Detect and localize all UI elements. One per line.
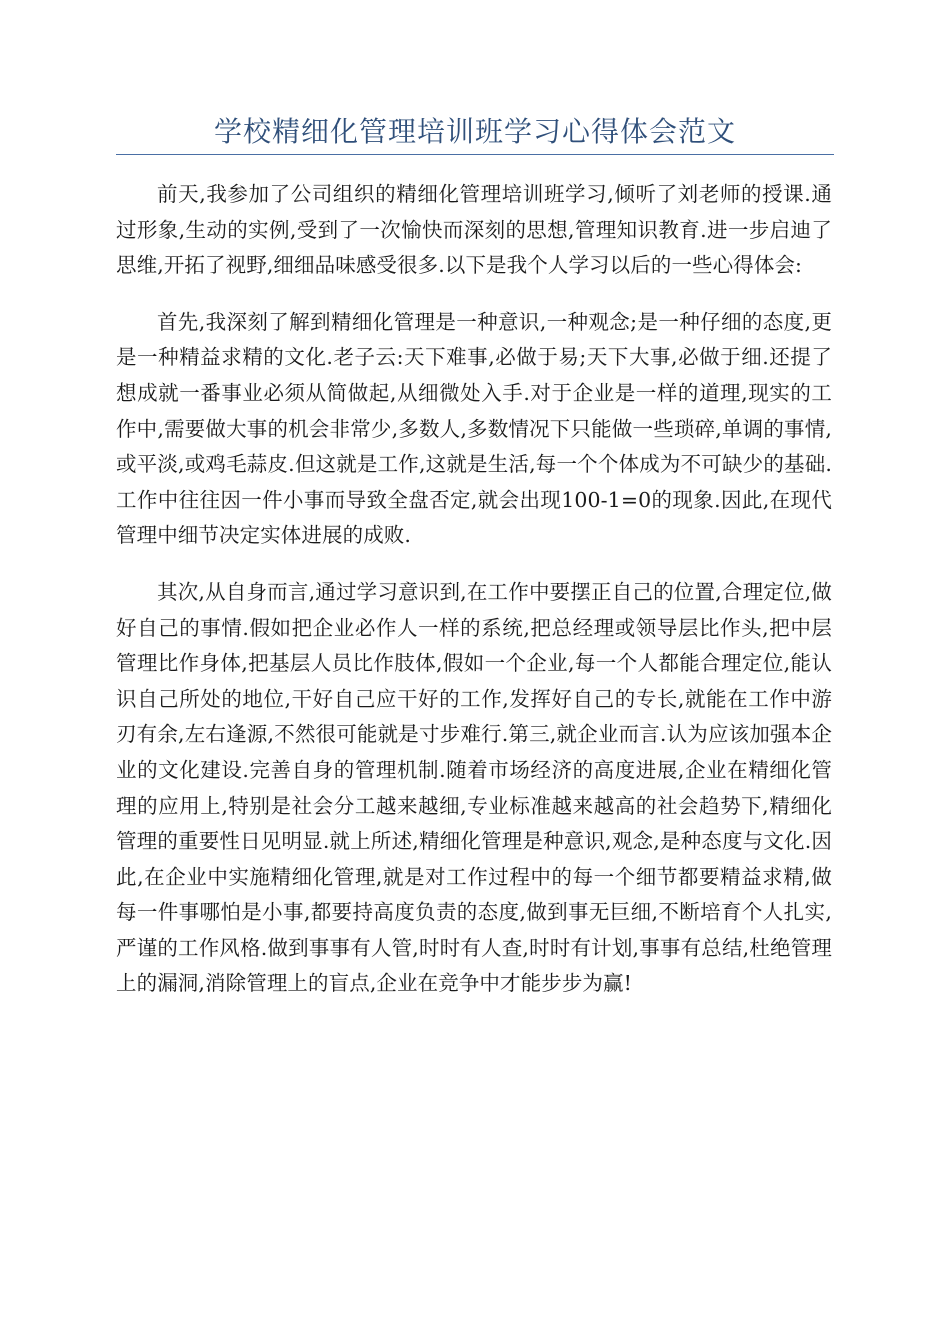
paragraph-first-point: 首先,我深刻了解到精细化管理是一种意识,一种观念;是一种仔细的态度,更是一种精益求精的文化.老子云:天下难事,必做于易;天下大事,必做于细.还提了想成就一番事业必须从简做起,从细微处入手.对于企业是一样的道理,现实的工作中,需要做大事的机会非常少,多数人,多数情况下只能做一些琐碎,单调的事情,或平淡,或鸡毛蒜皮.但这就是工作,这就是生活,每一个个体成为不可缺少的基础.工作中往往因一件小事而导致全盘否定,就会出现100-1=0的现象.因此,在现代管理中细节决定实体进展的成败.	[116, 309, 832, 548]
paragraph-second-point: 其次,从自身而言,通过学习意识到,在工作中要摆正自己的位置,合理定位,做好自己的事情.假如把企业必作人一样的系统,把总经理或领导层比作头,把中层管理比作身体,把基层人员比作肢体,假如一个企业,每一个人都能合理定位,能认识自己所处的地位,干好自己应干好的工作,发挥好自己的专长,就能在工作中游刃有余,左右逢源,不然很可能就是寸步难行.第三,就企业而言.认为应该加强本企业的文化建设.完善自身的管理机制.随着市场经济的高度进展,企业在精细化管理的应用上,特别是社会分工越来越细,专业标准越来越高的社会趋势下,精细化管理的重要性日见明显.就上所述,精细化管理是种意识,观念,是种态度与文化.因此,在企业中实施精细化管理,就是对工作过程中的每一个细节都要精益求精,做每一件事哪怕是小事,都要持高度负责的态度,做到事无巨细,不断培育个人扎实,严谨的工作风格.做到事事有人管,时时有人查,时时有计划,事事有总结,杜绝管理上的漏洞,消除管理上的盲点,企业在竞争中才能步步为赢!	[116, 579, 832, 996]
paragraph-intro: 前天,我参加了公司组织的精细化管理培训班学习,倾听了刘老师的授课.通过形象,生动的实例,受到了一次愉快而深刻的思想,管理知识教育.进一步启迪了思维,开拓了视野,细细品味感受很多.以下是我个人学习以后的一些心得体会:	[116, 182, 832, 278]
document-title: 学校精细化管理培训班学习心得体会范文	[213, 115, 736, 148]
document-body	[116, 177, 832, 1002]
title-underline	[116, 154, 834, 155]
